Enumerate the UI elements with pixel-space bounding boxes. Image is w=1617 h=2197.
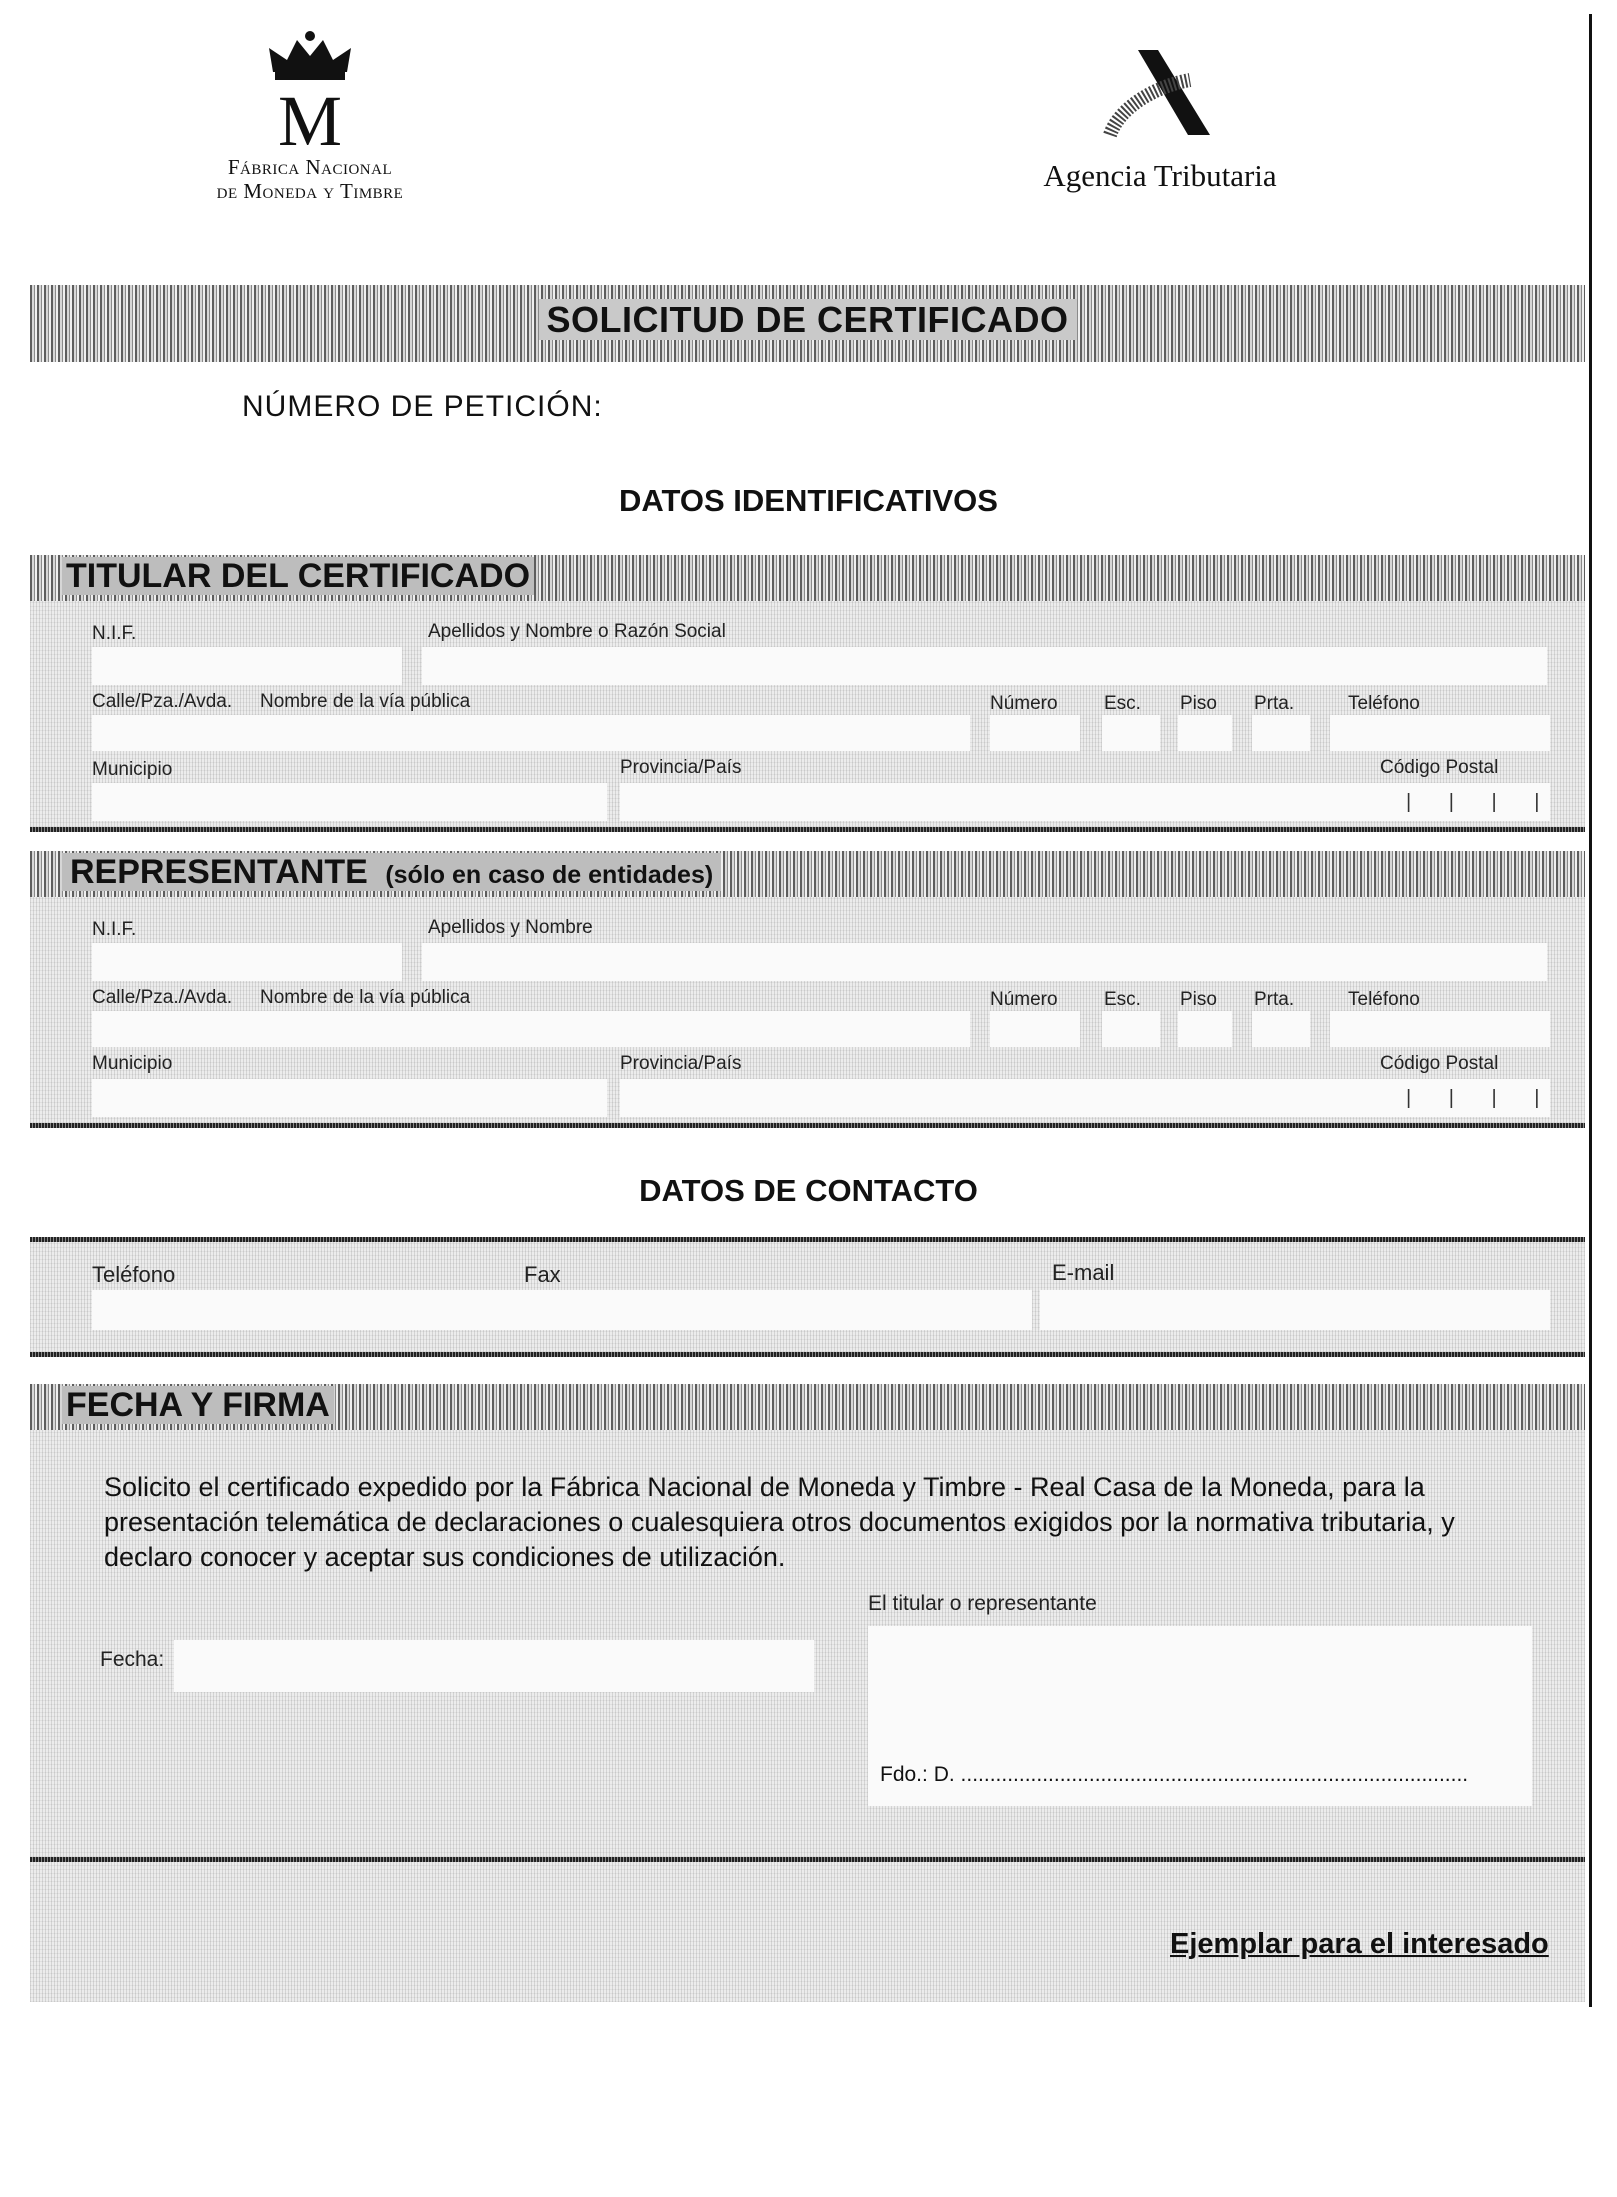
representante-esc-field[interactable] <box>1102 1011 1160 1047</box>
representante-bottom-rule <box>30 1123 1585 1128</box>
agencia-tributaria-emblem-icon <box>1100 45 1220 145</box>
contacto-fax-label: Fax <box>524 1262 561 1287</box>
representante-codigo-postal-label: Código Postal <box>1380 1053 1499 1074</box>
representante-title: REPRESENTANTE <box>66 853 372 891</box>
representante-municipio-field[interactable] <box>92 1079 607 1117</box>
representante-provincia-label: Provincia/País <box>620 1053 742 1074</box>
titular-via-label: Nombre de la vía pública <box>260 691 471 712</box>
titular-band <box>30 555 1585 601</box>
declaracion-paragraph: Solicito el certificado expedido por la Fábrica Nacional de Moneda y Timbre - Real Casa de la Moneda, para la presentación telemática de declaraciones o cualesquiera otros documentos exigidos por la normativa tributaria, y declaro conocer y aceptar sus condiciones de utilización. <box>104 1472 1455 1572</box>
fecha-label: Fecha: <box>100 1648 165 1671</box>
representante-telefono-field[interactable] <box>1330 1011 1550 1047</box>
representante-telefono-label: Teléfono <box>1348 989 1420 1010</box>
titular-calle-field[interactable] <box>92 715 262 751</box>
titular-numero-label: Número <box>990 693 1058 714</box>
representante-via-label: Nombre de la vía pública <box>260 987 471 1008</box>
aeat-logo <box>1010 45 1310 194</box>
titular-municipio-label: Municipio <box>92 759 173 780</box>
contacto-section <box>30 1242 1585 1352</box>
titular-title: TITULAR DEL CERTIFICADO <box>62 557 534 595</box>
title-band <box>30 285 1585 362</box>
titular-apellidos-field[interactable] <box>422 647 1547 685</box>
representante-calle-label: Calle/Pza./Avda. <box>92 987 233 1008</box>
representante-prta-label: Prta. <box>1254 989 1295 1010</box>
representante-prta-field[interactable] <box>1252 1011 1310 1047</box>
contacto-email-field[interactable] <box>1040 1290 1550 1330</box>
titular-via-field[interactable] <box>260 715 970 751</box>
representante-apellidos-field[interactable] <box>422 943 1547 981</box>
numero-peticion-label: NÚMERO DE PETICIÓN: <box>242 390 603 423</box>
contacto-fax-field[interactable] <box>502 1290 1032 1330</box>
fnmt-logo <box>180 30 440 203</box>
representante-note: (sólo en caso de entidades) <box>381 861 717 889</box>
datos-contacto-heading: DATOS DE CONTACTO <box>639 1173 978 1208</box>
fecha-firma-band <box>30 1384 1585 1430</box>
representante-apellidos-label: Apellidos y Nombre <box>428 917 593 938</box>
representante-piso-field[interactable] <box>1178 1011 1232 1047</box>
svg-text:M: M <box>277 81 343 150</box>
representante-nif-label: N.I.F. <box>92 919 137 940</box>
aeat-name: Agencia Tributaria <box>1043 158 1277 193</box>
titular-provincia-label: Provincia/País <box>620 757 742 778</box>
representante-band <box>30 851 1585 897</box>
titular-postal-ticks: | | | | <box>1406 791 1556 813</box>
titular-telefono-field[interactable] <box>1330 715 1550 751</box>
titular-provincia-field[interactable] <box>620 783 1380 821</box>
fecha-firma-title: FECHA Y FIRMA <box>62 1386 334 1424</box>
titular-section <box>30 601 1585 827</box>
titular-prta-label: Prta. <box>1254 693 1295 714</box>
titular-apellidos-label: Apellidos y Nombre o Razón Social <box>428 621 726 642</box>
titular-piso-label: Piso <box>1180 693 1217 714</box>
contacto-telefono-label: Teléfono <box>92 1262 176 1287</box>
representante-esc-label: Esc. <box>1104 989 1141 1010</box>
datos-identificativos-heading: DATOS IDENTIFICATIVOS <box>619 483 998 518</box>
titular-numero-field[interactable] <box>990 715 1080 751</box>
representante-numero-field[interactable] <box>990 1011 1080 1047</box>
titular-bottom-rule <box>30 827 1585 832</box>
representante-municipio-label: Municipio <box>92 1053 173 1074</box>
titular-prta-field[interactable] <box>1252 715 1310 751</box>
titular-esc-label: Esc. <box>1104 693 1141 714</box>
firmante-label: El titular o representante <box>868 1592 1097 1615</box>
fnmt-name-line2: de Moneda y Timbre <box>216 179 404 203</box>
representante-numero-label: Número <box>990 989 1058 1010</box>
contacto-telefono-field[interactable] <box>92 1290 502 1330</box>
ejemplar-label: Ejemplar para el interesado <box>1170 1928 1549 1960</box>
representante-piso-label: Piso <box>1180 989 1217 1010</box>
page-edge-line <box>1589 14 1592 2007</box>
representante-via-field[interactable] <box>260 1011 970 1047</box>
titular-esc-field[interactable] <box>1102 715 1160 751</box>
titular-nif-field[interactable] <box>92 647 402 685</box>
titular-calle-label: Calle/Pza./Avda. <box>92 691 233 712</box>
representante-calle-field[interactable] <box>92 1011 262 1047</box>
representante-provincia-field[interactable] <box>620 1079 1380 1117</box>
representante-nif-field[interactable] <box>92 943 402 981</box>
titular-piso-field[interactable] <box>1178 715 1232 751</box>
page-title: SOLICITUD DE CERTIFICADO <box>539 299 1077 340</box>
titular-municipio-field[interactable] <box>92 783 607 821</box>
titular-telefono-label: Teléfono <box>1348 693 1420 714</box>
contacto-bottom-rule <box>30 1352 1585 1357</box>
titular-nif-label: N.I.F. <box>92 623 137 644</box>
fdo-line: Fdo.: D. ....................................................................................... <box>880 1763 1469 1786</box>
representante-section <box>30 897 1585 1123</box>
representante-postal-ticks: | | | | <box>1406 1087 1556 1109</box>
fecha-field[interactable] <box>174 1640 814 1692</box>
crown-m-icon <box>255 30 365 150</box>
contacto-email-label: E-mail <box>1052 1260 1115 1285</box>
titular-codigo-postal-label: Código Postal <box>1380 757 1499 778</box>
fnmt-name-line1: Fábrica Nacional <box>227 155 393 179</box>
